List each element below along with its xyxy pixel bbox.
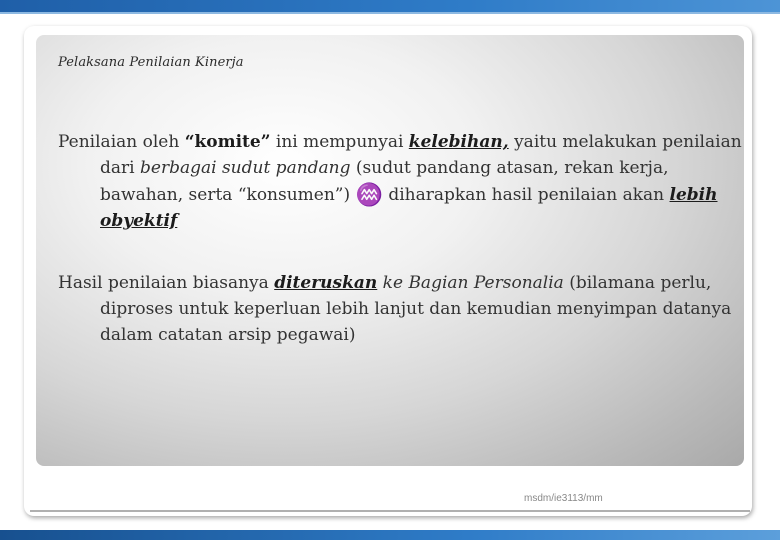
paragraph-line: dalam catatan arsip pegawai) — [100, 325, 356, 345]
paragraph-line — [58, 155, 736, 181]
text-run: yaitu melakukan penilaian — [508, 132, 742, 152]
slide-frame — [24, 26, 752, 516]
emphasis-obyektif: obyektif — [100, 211, 178, 231]
emphasis-lebih: lebih — [669, 185, 718, 205]
content-panel — [36, 35, 744, 466]
text-run: Hasil penilaian biasanya — [58, 273, 275, 293]
bottom-divider — [30, 510, 750, 512]
bottom-accent-bar — [0, 530, 780, 540]
text-run: Penilaian oleh — [58, 132, 185, 152]
paragraph-line: diproses untuk keperluan lebih lanjut dan kemudian menyimpan datanya — [100, 299, 732, 319]
text-run: bawahan, serta “konsumen”) — [100, 185, 356, 205]
paragraph-komite — [58, 129, 742, 234]
paragraph-hasil-penilaian — [58, 270, 736, 348]
paragraph-line — [58, 129, 742, 155]
paragraph-line — [58, 181, 736, 208]
text-run: ini mempunyai — [270, 132, 409, 152]
text-run: (bilamana perlu, — [563, 273, 712, 293]
slide-footer: msdm/ie3113/mm — [524, 493, 603, 504]
text-run: dari — [100, 158, 140, 178]
text-run: (sudut pandang atasan, rekan kerja, — [350, 158, 669, 178]
arrow-symbol-icon: ♒ — [355, 183, 383, 208]
top-accent-bar — [0, 0, 780, 12]
text-run: diharapkan hasil penilaian akan — [382, 185, 670, 205]
emphasis-bagian-personalia: ke Bagian Personalia — [382, 273, 564, 293]
emphasis-kelebihan: kelebihan, — [408, 132, 509, 152]
paragraph-line — [58, 208, 736, 234]
emphasis-komite: “komite” — [184, 132, 271, 152]
emphasis-diteruskan: diteruskan — [274, 273, 378, 293]
slide-title: Pelaksana Penilaian Kinerja — [58, 55, 244, 70]
emphasis-berbagai-sudut-pandang: berbagai sudut pandang — [140, 158, 351, 178]
paragraph-line — [58, 270, 736, 296]
